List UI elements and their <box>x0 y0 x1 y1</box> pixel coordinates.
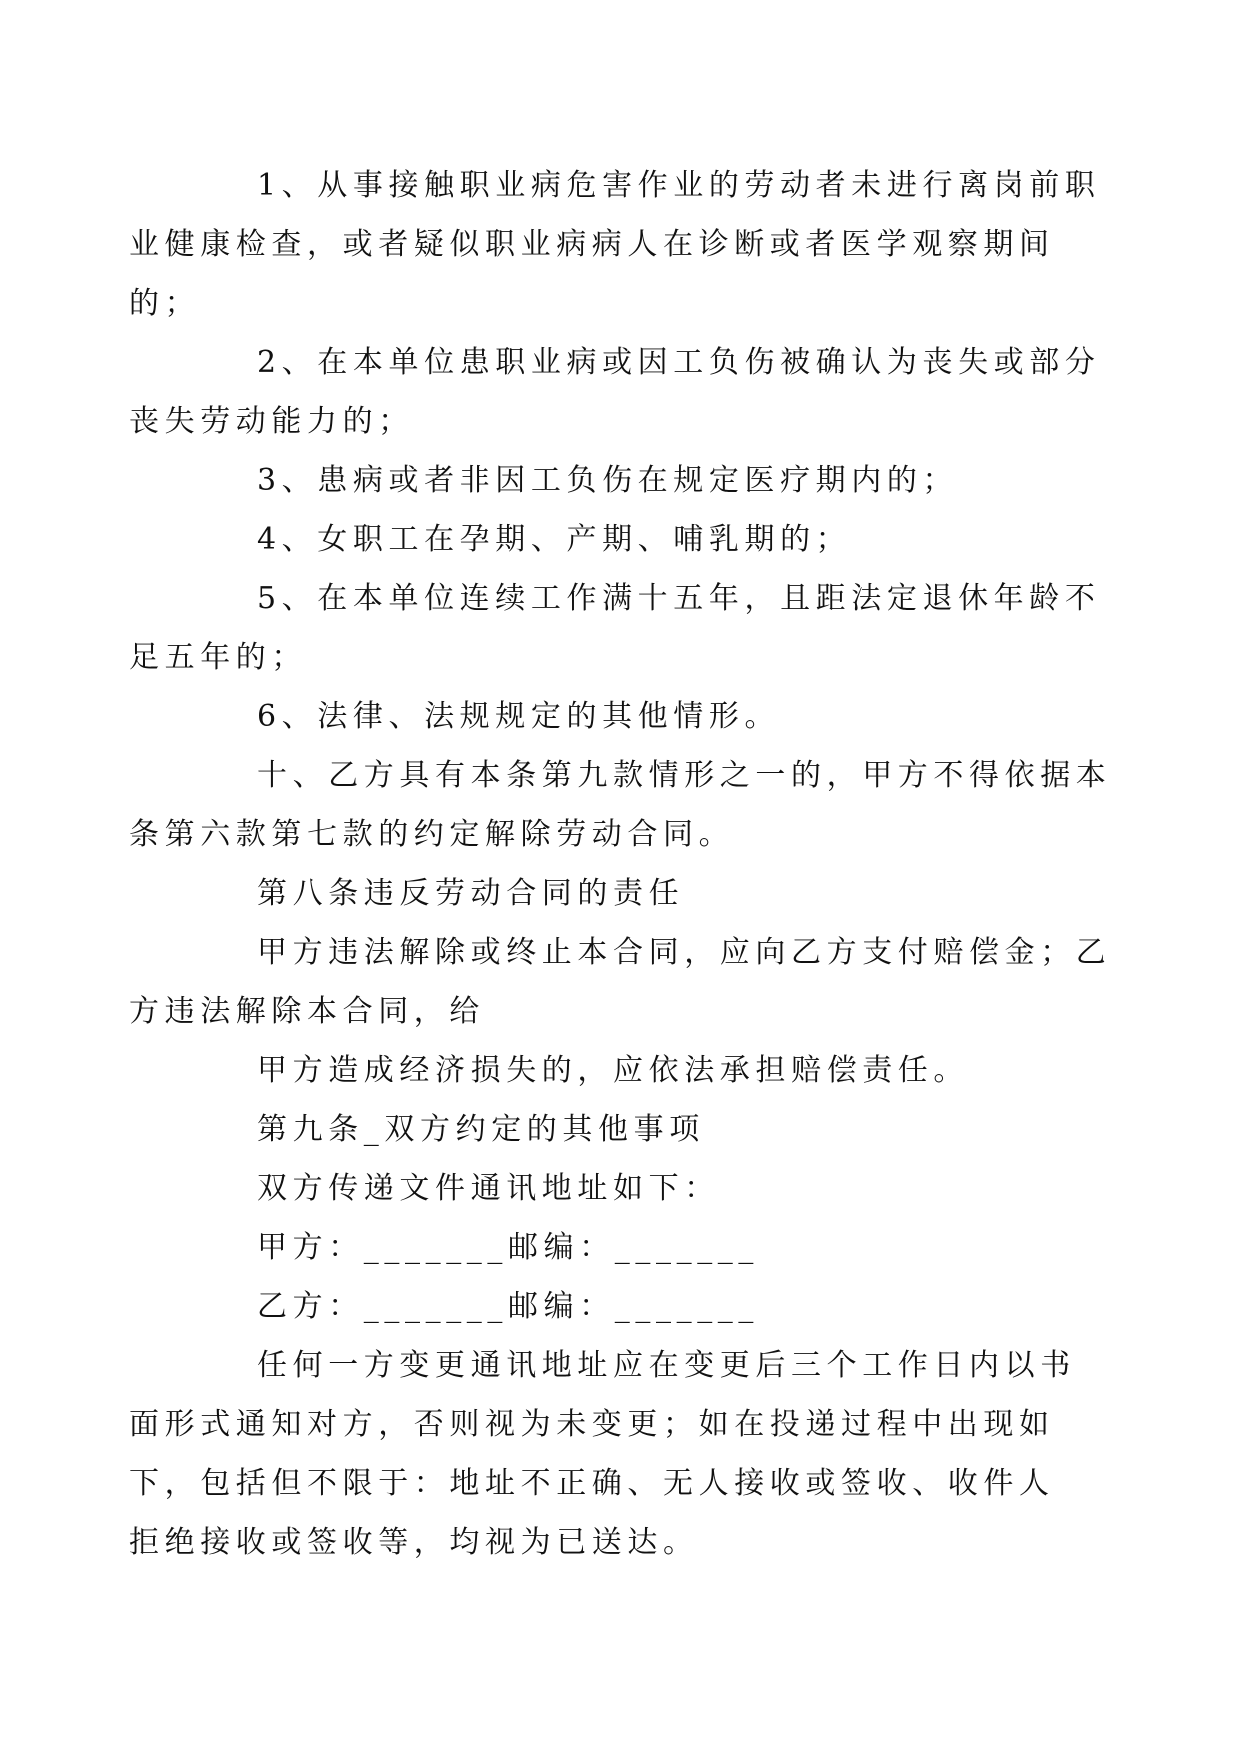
paragraph-item-2 <box>129 333 1101 451</box>
paragraph-line: 3、患病或者非因工负伤在规定医疗期内的； <box>257 463 959 498</box>
document-body <box>129 156 1112 1572</box>
paragraph-line: 6、法律、法规规定的其他情形。 <box>257 699 781 734</box>
paragraph-liability <box>129 923 1112 1041</box>
party-b-address-line <box>193 1277 1055 1336</box>
paragraph-line: 第九条_双方约定的其他事项 <box>257 1112 705 1147</box>
paragraph-line: 甲方造成经济损失的，应依法承担赔偿责任。 <box>257 1053 969 1088</box>
paragraph-line: 4、女职工在孕期、产期、哺乳期的； <box>257 522 852 557</box>
paragraph-line: 5、在本单位连续工作满十五年，且距法定退休年龄不 <box>257 581 1101 616</box>
paragraph-line: 的； <box>129 286 201 321</box>
paragraph-line: 甲方：_______邮编：_______ <box>257 1230 759 1265</box>
paragraph-line: 业健康检查，或者疑似职业病病人在诊断或者医学观察期间 <box>129 227 1055 262</box>
paragraph-line: 任何一方变更通讯地址应在变更后三个工作日内以书 <box>257 1348 1076 1383</box>
paragraph-item-1 <box>129 156 1101 333</box>
paragraph-line: 甲方违法解除或终止本合同，应向乙方支付赔偿金；乙 <box>257 935 1112 970</box>
paragraph-line: 乙方：_______邮编：_______ <box>257 1289 759 1324</box>
paragraph-clause-10 <box>129 746 1112 864</box>
paragraph-address-intro <box>193 1159 1055 1218</box>
party-a-address-line <box>193 1218 1055 1277</box>
paragraph-line: 丧失劳动能力的； <box>129 404 414 439</box>
paragraph-item-3 <box>193 451 1055 510</box>
section-heading-article-8 <box>193 864 1055 923</box>
paragraph-liability-continued <box>193 1041 1055 1100</box>
paragraph-item-4 <box>193 510 1055 569</box>
paragraph-line: 第八条违反劳动合同的责任 <box>257 876 685 911</box>
paragraph-line: 条第六款第七款的约定解除劳动合同。 <box>129 817 735 852</box>
paragraph-line: 下，包括但不限于：地址不正确、无人接收或签收、收件人 <box>129 1466 1055 1501</box>
paragraph-line: 拒绝接收或签收等，均视为已送达。 <box>129 1525 699 1560</box>
paragraph-line: 双方传递文件通讯地址如下： <box>257 1171 720 1206</box>
section-heading-article-9 <box>193 1100 1055 1159</box>
paragraph-line: 1、从事接触职业病危害作业的劳动者未进行离岗前职 <box>257 168 1101 203</box>
paragraph-line: 方违法解除本合同，给 <box>129 994 485 1029</box>
paragraph-line: 2、在本单位患职业病或因工负伤被确认为丧失或部分 <box>257 345 1101 380</box>
paragraph-item-5 <box>129 569 1101 687</box>
paragraph-item-6 <box>193 687 1055 746</box>
paragraph-line: 面形式通知对方，否则视为未变更；如在投递过程中出现如 <box>129 1407 1055 1442</box>
paragraph-address-change <box>129 1336 1076 1572</box>
paragraph-line: 十、乙方具有本条第九款情形之一的，甲方不得依据本 <box>257 758 1112 793</box>
paragraph-line: 足五年的； <box>129 640 307 675</box>
